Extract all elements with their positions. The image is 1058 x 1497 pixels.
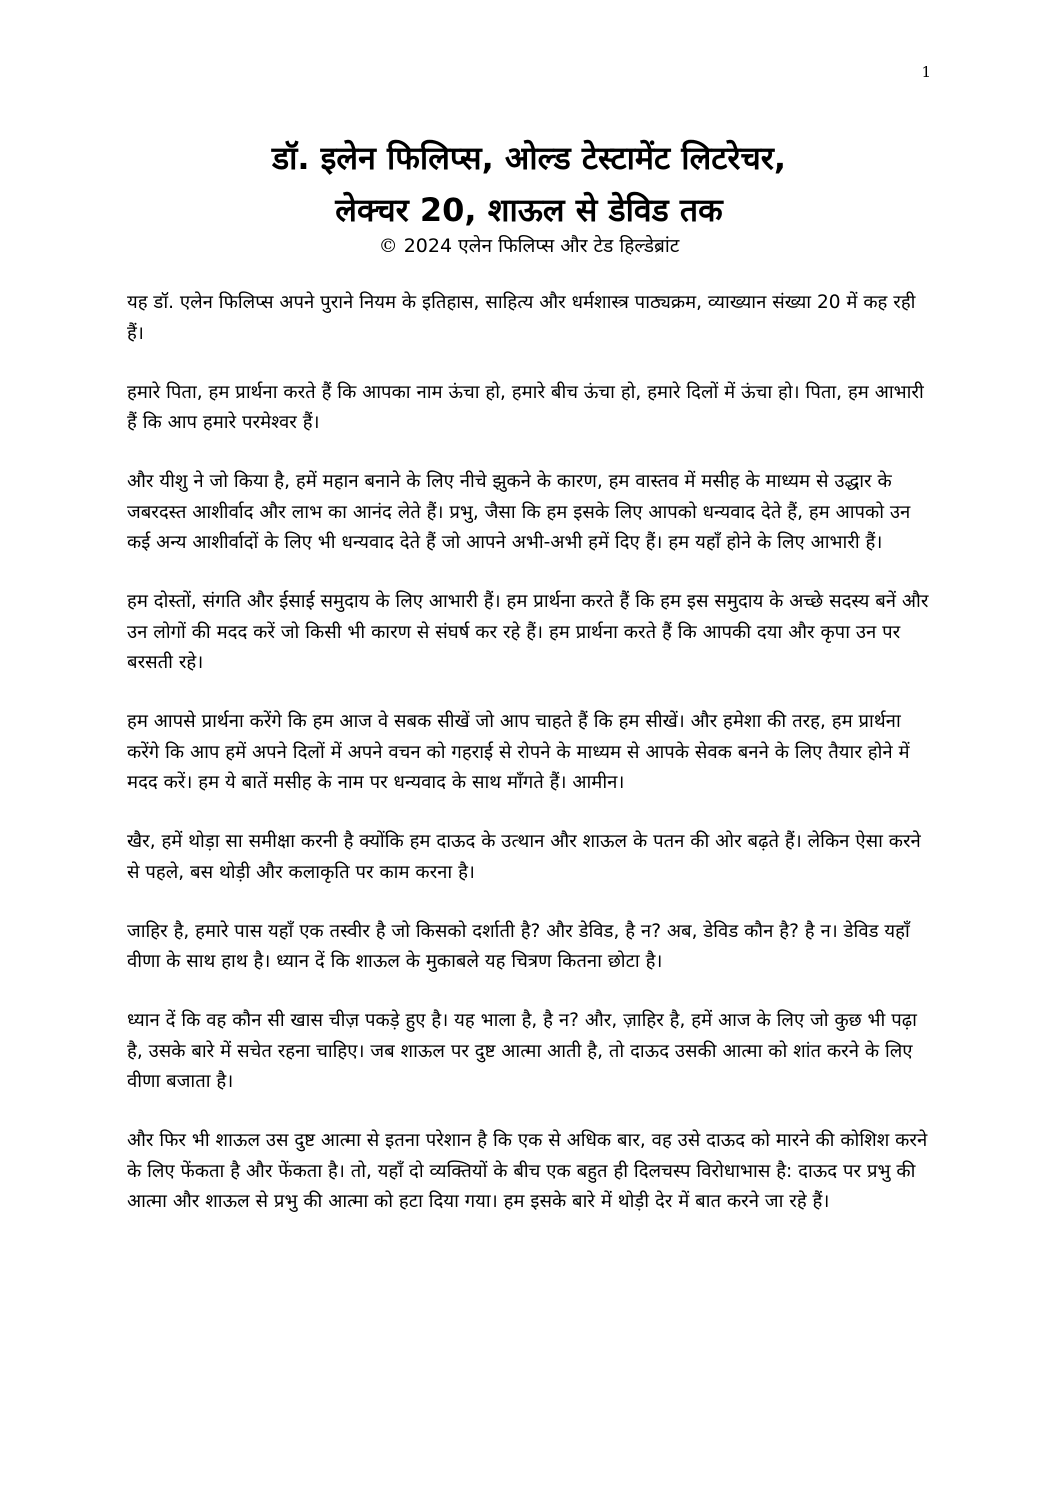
body-text: [127, 288, 935, 1246]
document-title: [60, 132, 998, 236]
paragraph-intro: यह डॉ. एलेन फिलिप्स अपने पुराने नियम के इतिहास, साहित्य और धर्मशास्त्र पाठ्यक्रम, व्याख्यान संख्या 20 में कह रही हैं।: [127, 292, 916, 344]
title-line-1: डॉ. इलेन फिलिप्स, ओल्ड टेस्टामेंट लिटरेचर,: [271, 139, 787, 177]
paragraph-review: खैर, हमें थोड़ा सा समीक्षा करनी है क्योंकि हम दाऊद के उत्थान और शाऊल के पतन की ओर बढ़ते हैं। लेकिन ऐसा करने से पहले, बस थोड़ी और कलाकृति पर काम करना है।: [127, 831, 921, 883]
title-line-2: लेक्चर 20, शाऊल से डेविड तक: [335, 191, 723, 229]
copyright-line: [60, 233, 998, 259]
paragraph-prayer-thanks: और यीशु ने जो किया है, हमें महान बनाने के लिए नीचे झुकने के कारण, हम वास्तव में मसीह के माध्यम से उद्धार के जबरदस्त आशीर्वाद और लाभ का आनंद लेते हैं। प्रभु, जैसा कि हम इसके लिए आपको धन्यवाद देते हैं, हम आपको उन कई अन्य आशीर्वादों के लिए भी धन्यवाद देते हैं जो आपने अभी-अभी हमें दिए हैं। हम यहाँ होने के लिए आभारी हैं।: [127, 471, 911, 553]
paragraph-david-picture: जाहिर है, हमारे पास यहाँ एक तस्वीर है जो किसको दर्शाती है? और डेविड, है न? अब, डेविड कौन है? है न। डेविड यहाँ वीणा के साथ हाथ है। ध्यान दें कि शाऊल के मुकाबले यह चित्रण कितना छोटा है।: [127, 920, 910, 972]
copyright-text: 2024 एलेन फिलिप्स और टेड हिल्डेब्रांट: [397, 235, 680, 257]
paragraph-prayer-opening: हमारे पिता, हम प्रार्थना करते हैं कि आपका नाम ऊंचा हो, हमारे बीच ऊंचा हो, हमारे दिलों में ऊंचा हो। पिता, हम आभारी हैं कि आप हमारे परमेश्वर हैं।: [127, 381, 924, 433]
copyright-symbol: ©: [378, 235, 398, 257]
paragraph-prayer-community: हम दोस्तों, संगति और ईसाई समुदाय के लिए आभारी हैं। हम प्रार्थना करते हैं कि हम इस समुदाय के अच्छे सदस्य बनें और उन लोगों की मदद करें जो किसी भी कारण से संघर्ष कर रहे हैं। हम प्रार्थना करते हैं कि आपकी दया और कृपा उन पर बरसती रहे।: [127, 591, 929, 673]
page-number: 1: [921, 63, 931, 81]
paragraph-spear: ध्यान दें कि वह कौन सी खास चीज़ पकड़े हुए है। यह भाला है, है न? और, ज़ाहिर है, हमें आज के लिए जो कुछ भी पढ़ा है, उसके बारे में सचेत रहना चाहिए। जब शाऊल पर दुष्ट आत्मा आती है, तो दाऊद उसकी आत्मा को शांत करने के लिए वीणा बजाता है।: [127, 1010, 917, 1092]
paragraph-contrast: और फिर भी शाऊल उस दुष्ट आत्मा से इतना परेशान है कि एक से अधिक बार, वह उसे दाऊद को मारने की कोशिश करने के लिए फेंकता है और फेंकता है। तो, यहाँ दो व्यक्तियों के बीच एक बहुत ही दिलचस्प विरोधाभास है: दाऊद पर प्रभु की आत्मा और शाऊल से प्रभु की आत्मा को हटा दिया गया। हम इसके बारे में थोड़ी देर में बात करने जा रहे हैं।: [127, 1130, 928, 1212]
paragraph-prayer-closing: हम आपसे प्रार्थना करेंगे कि हम आज वे सबक सीखें जो आप चाहते हैं कि हम सीखें। और हमेशा की तरह, हम प्रार्थना करेंगे कि आप हमें अपने दिलों में अपने वचन को गहराई से रोपने के माध्यम से आपके सेवक बनने के लिए तैयार होने में मदद करें। हम ये बातें मसीह के नाम पर धन्यवाद के साथ माँगते हैं। आमीन।: [127, 711, 910, 793]
